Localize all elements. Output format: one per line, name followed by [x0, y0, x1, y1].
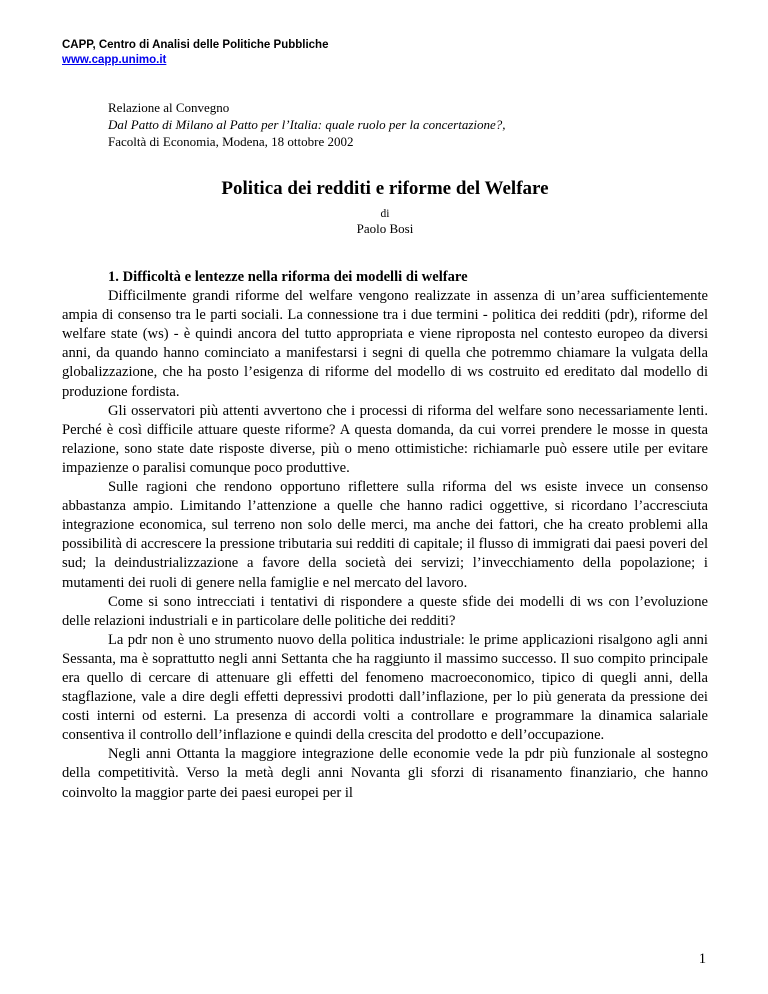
conference-line-1: Relazione al Convegno [108, 100, 230, 115]
page-number: 1 [698, 951, 706, 967]
section-heading: 1. Difficoltà e lentezze nella riforma dei modelli di welfare [108, 269, 468, 285]
conference-title: Dal Patto di Milano al Patto per l’Italia: quale ruolo per la concertazione?, [108, 117, 506, 132]
org-name: CAPP, Centro di Analisi delle Politiche Pubbliche [62, 39, 329, 51]
by-line: di [380, 208, 390, 220]
paragraph-1: Difficilmente grandi riforme del welfare vengono realizzate in assenza di un’area sufficientemente ampia di consenso tra le parti sociali. La connessione tra i due termini - politica dei redditi (pdr), riforme del welfare state (ws) - è quindi ancora del tutto appropriata e viene riproposta nel contesto europeo da diversi anni, da quando hanno cominciato a manifestarsi i segni di quella che potremmo chiamare la vulgata della globalizzazione, che ha posto l’esigenza di riforme del modello di ws costruito ed ereditato dal modello di produzione fordista. [62, 288, 708, 400]
paragraph-4: Come si sono intrecciati i tentativi di rispondere a queste sfide dei modelli di ws con l’evoluzione delle relazioni industriali e in particolare delle politiche dei redditi? [62, 593, 708, 629]
document-body [62, 268, 708, 803]
conference-info [108, 99, 708, 150]
conference-venue-date: Facoltà di Economia, Modena, 18 ottobre 2002 [108, 134, 354, 149]
paragraph-5: La pdr non è uno strumento nuovo della politica industriale: le prime applicazioni risalgono agli anni Sessanta, ma è soprattutto negli anni Settanta che ha raggiunto il massimo successo. Il suo compito principale era quello di cercare di attenuare gli effetti del fenomeno macroeconomico, tipico di quegli anni, della stagflazione, vale a dire degli effetti depressivi prodotti dall’inflazione, per lo più generata da pressione dei costi interni od esterni. La presenza di accordi volti a controllare e programmare la dinamica salariale consentiva il controllo dell’inflazione e quindi della crescita del prodotto e dell’occupazione. [62, 631, 708, 744]
author-name: Paolo Bosi [356, 221, 414, 236]
paragraph-3: Sulle ragioni che rendono opportuno riflettere sulla riforma del ws esiste invece un consenso abbastanza ampio. Limitando l’attenzione a quelle che hanno radici oggettive, si ricordano l’accresciuta integrazione economica, sul terreno non solo delle merci, ma anche dei fattori, che ha creato problemi alla possibilità di accrescere la pressione tributaria sui redditi di capitale; il flusso di immigrati dai paesi poveri del sud; la deindustrializzazione a favore della società dei servizi; l’invecchiamento della popolazione; i mutamenti dei ruoli di genere nella famiglie e nel mercato del lavoro. [62, 479, 708, 591]
document-title: Politica dei redditi e riforme del Welfare [221, 178, 549, 199]
paragraph-2: Gli osservatori più attenti avvertono che i processi di riforma del welfare sono necessariamente lenti. Perché è così difficile attuare queste riforme? A questa domanda, da cui vorrei prendere le mosse in questa relazione, sono state date risposte diverse, più o meno ottimistiche: richiamarle può essere utile per evitare impazienze o paralisi comunque poco produttive. [62, 402, 708, 476]
website-link[interactable]: www.capp.unimo.it [62, 54, 167, 66]
paragraph-6: Negli anni Ottanta la maggiore integrazione delle economie vede la pdr più funzionale al sostegno della competitività. Verso la metà degli anni Novanta gli sforzi di risanamento finanziario, che hanno coinvolto la maggior parte dei paesi europei per il [62, 746, 708, 801]
page-header [62, 38, 328, 68]
